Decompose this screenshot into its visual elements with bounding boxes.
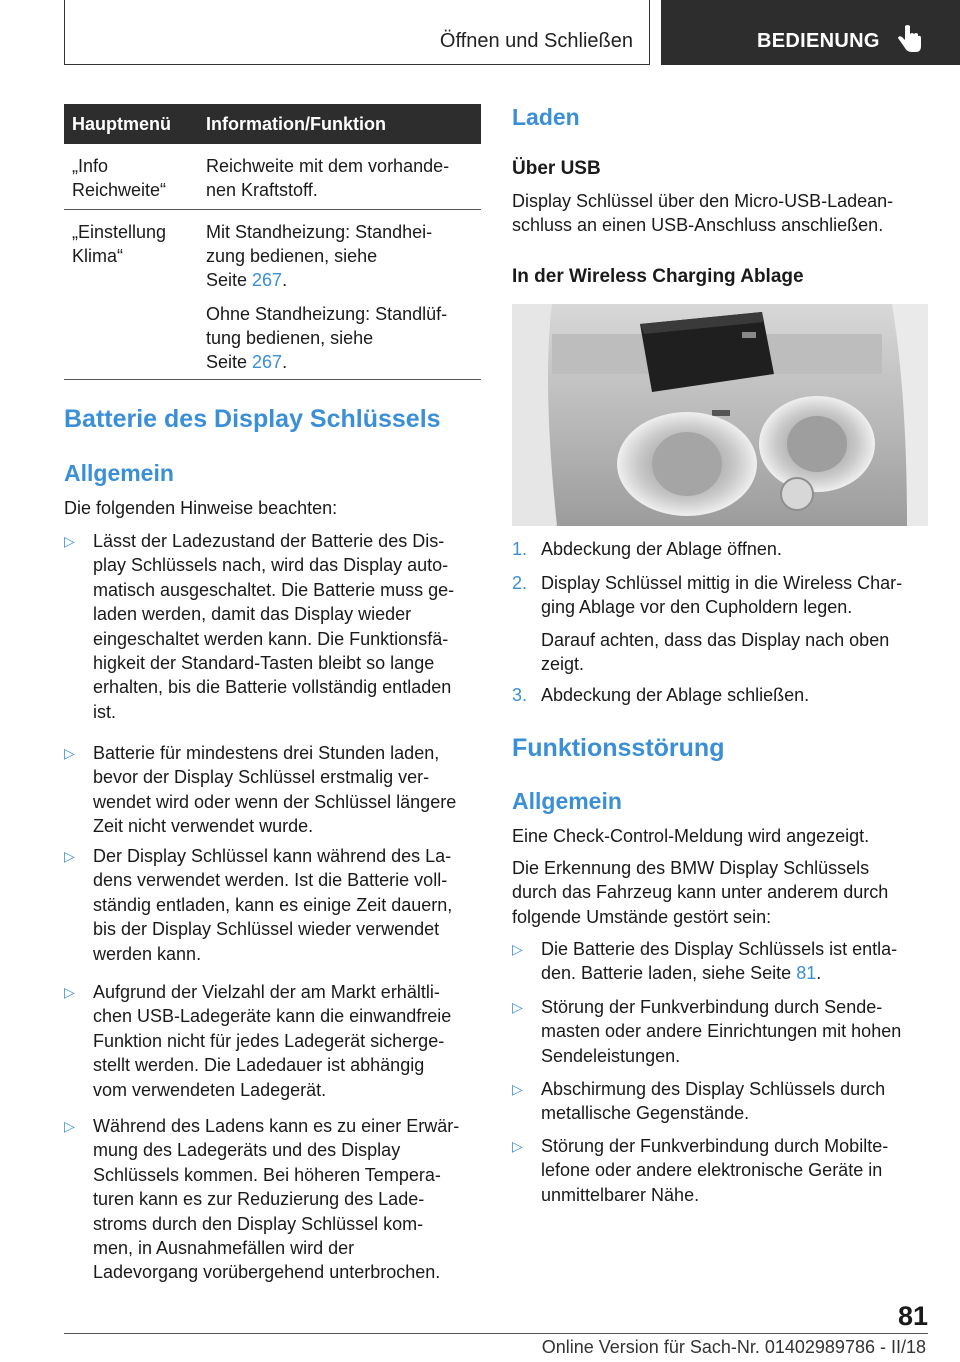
footer-text: Online Version für Sach-Nr. 01402989786 - II/18 <box>541 1337 926 1357</box>
table-header <box>64 104 481 144</box>
section-title-battery: Batterie des Display Schlüssels <box>64 405 441 433</box>
bullet-marker-icon: ▷ <box>64 984 75 1000</box>
check-control-text: Eine Check-Control-Meldung wird angezeigt. <box>512 826 870 846</box>
list-item-text: Störung der Funkverbindung durch Sende- masten oder andere Einrichtungen mit hohen Sendeleistungen. <box>541 997 902 1066</box>
table-header-col1: Hauptmenü <box>72 114 171 134</box>
usb-text: Display Schlüssel über den Micro-USB-Ladean- schluss an einen USB-Anschluss anschließen. <box>512 191 894 236</box>
hand-pointer-icon <box>897 24 923 54</box>
wireless-charging-tray-photo <box>512 304 928 526</box>
step-text: Display Schlüssel mittig in die Wireless Char- ging Ablage vor den Cupholdern legen. Darauf achten, dass das Display nach oben zeigt. <box>541 571 902 677</box>
page-number: 81 <box>897 1301 928 1331</box>
step-number: 3. <box>512 685 528 705</box>
table-row <box>64 144 481 210</box>
list-item-text: Während des Ladens kann es zu einer Erwär- mung des Ladegeräts und des Display Schlüssels kommen. Bei höheren Tempera- turen kann es zur Reduzierung des Lade- stroms durch den Display Schlüssel kom- men, in Ausnahmefällen wird der Ladevorgang vorübergehend unterbrochen. <box>93 1116 460 1283</box>
subsection-title-allgemein: Allgemein <box>64 460 174 486</box>
info-table <box>64 104 481 380</box>
subsection-title-allgemein-2: Allgemein <box>512 788 622 814</box>
heading-usb: Über USB <box>512 158 601 179</box>
bullet-marker-icon: ▷ <box>512 999 523 1015</box>
list-item-text: Abschirmung des Display Schlüssels durch metallische Gegenstände. <box>541 1079 886 1124</box>
list-item-text: Störung der Funkverbindung durch Mobilte- lefone oder andere elektronische Geräte in unmittelbarer Nähe. <box>541 1136 889 1205</box>
footer-divider <box>64 1333 928 1334</box>
bullet-marker-icon: ▷ <box>64 745 75 761</box>
step-text: Abdeckung der Ablage schließen. <box>541 685 810 705</box>
step-number: 1. <box>512 539 528 559</box>
header-section-title: Öffnen und Schließen <box>439 30 633 52</box>
table-cell: Mit Standheizung: Standhei- zung bedienen, siehe Seite 267. Ohne Standheizung: Standlüf- tung bedienen, siehe Seite 267. <box>206 222 448 372</box>
bullet-marker-icon: ▷ <box>512 941 523 957</box>
table-cell: „Einstellung Klima“ <box>72 222 167 266</box>
detection-text: Die Erkennung des BMW Display Schlüssels durch das Fahrzeug kann unter anderem durch folgende Umstände gestört sein: <box>512 858 889 927</box>
list-item-text: Lässt der Ladezustand der Batterie des Dis- play Schlüssels nach, wird das Display auto- matisch ausgeschaltet. Die Batterie muss ge- laden werden, damit das Display wieder eingeschaltet werden kann. Die Funktionsfä- higkeit der Standard-Tasten bleibt so lange erhalten, bis die Batterie vollständig entladen ist. <box>93 531 455 722</box>
subsection-title-laden: Laden <box>512 104 580 130</box>
bullet-marker-icon: ▷ <box>64 848 75 864</box>
table-cell: „Info Reichweite“ <box>72 156 167 200</box>
header-chapter-box <box>661 0 960 65</box>
bullet-marker-icon: ▷ <box>64 1118 75 1134</box>
bullet-marker-icon: ▷ <box>64 533 75 549</box>
list-item-text: Die Batterie des Display Schlüssels ist entla- den. Batterie laden, siehe Seite 81. <box>541 939 898 984</box>
table-header-col2: Information/Funktion <box>206 114 386 134</box>
step-text: Abdeckung der Ablage öffnen. <box>541 539 782 559</box>
table-row <box>64 210 481 380</box>
list-item-text: Der Display Schlüssel kann während des La- dens verwendet werden. Ist die Batterie voll- ständig entladen, kann es einige Zeit dauern, bis der Display Schlüssel wieder verwendet werden kann. <box>93 846 453 964</box>
step-number: 2. <box>512 573 528 593</box>
heading-wireless: In der Wireless Charging Ablage <box>512 266 804 287</box>
intro-text: Die folgenden Hinweise beachten: <box>64 498 338 518</box>
list-item-text: Batterie für mindestens drei Stunden laden, bevor der Display Schlüssel erstmalig ver- wendet wird oder wenn der Schlüssel längere Zeit nicht verwendet wurde. <box>93 743 457 837</box>
step-note: Darauf achten, dass das Display nach oben zeigt. <box>541 629 890 675</box>
bullet-marker-icon: ▷ <box>512 1081 523 1097</box>
page-link[interactable]: 267 <box>252 352 283 372</box>
section-title-funktionsstoerung: Funktionsstörung <box>512 734 725 762</box>
table-cell: Reichweite mit dem vorhande- nen Kraftstoff. <box>206 156 450 200</box>
page-link[interactable]: 267 <box>252 270 283 290</box>
header-chapter-title: BEDIENUNG <box>757 30 880 52</box>
bullet-marker-icon: ▷ <box>512 1138 523 1154</box>
list-item-text: Aufgrund der Vielzahl der am Markt erhältli- chen USB-Ladegeräte kann die einwandfreie Funktion nicht für jedes Ladegerät sicherge- stellt werden. Die Ladedauer ist abhängig vom verwendeten Ladegerät. <box>93 982 452 1100</box>
page-link[interactable]: 81 <box>796 963 817 984</box>
header-section-box <box>64 0 650 65</box>
